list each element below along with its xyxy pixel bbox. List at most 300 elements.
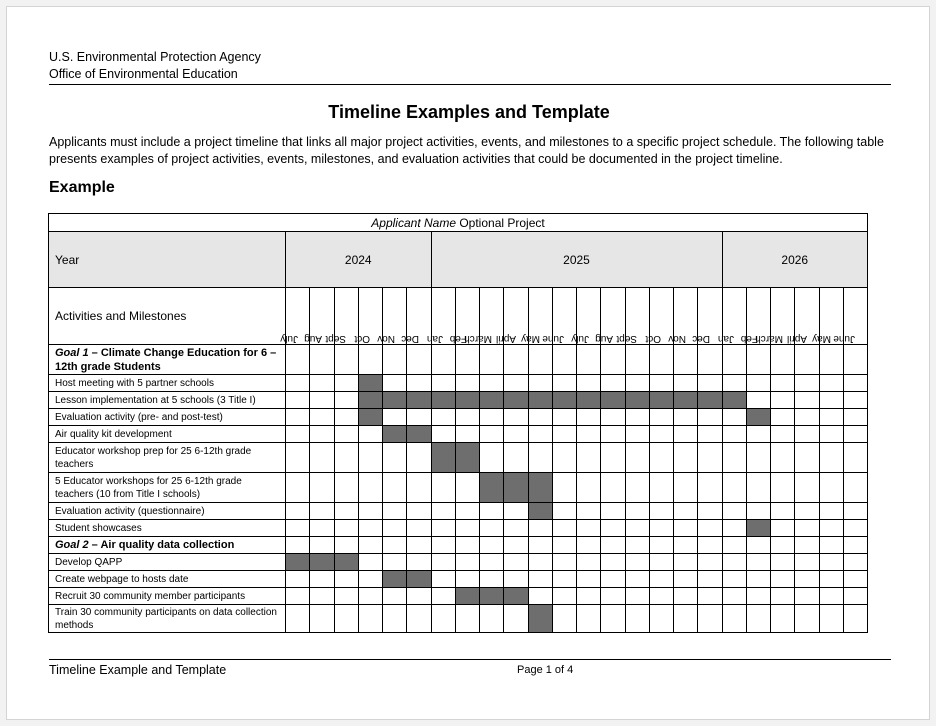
timeline-empty-cell <box>771 605 795 633</box>
timeline-empty-cell <box>625 503 649 520</box>
timeline-empty-cell <box>310 588 334 605</box>
timeline-empty-cell <box>795 503 819 520</box>
activity-row <box>49 571 868 588</box>
activity-row <box>49 520 868 537</box>
timeline-empty-cell <box>383 537 407 554</box>
activity-label: Create webpage to hosts date <box>49 571 286 588</box>
goal-label <box>49 537 286 554</box>
timeline-empty-cell <box>771 588 795 605</box>
timeline-empty-cell <box>722 537 746 554</box>
timeline-empty-cell <box>625 375 649 392</box>
timeline-empty-cell <box>577 605 601 633</box>
timeline-empty-cell <box>601 375 625 392</box>
timeline-empty-cell <box>577 503 601 520</box>
timeline-empty-cell <box>819 426 843 443</box>
timeline-empty-cell <box>795 443 819 473</box>
timeline-bar-cell <box>334 554 358 571</box>
timeline-empty-cell <box>577 588 601 605</box>
timeline-bar-cell <box>746 520 770 537</box>
timeline-bar-cell <box>528 473 552 503</box>
month-header: Dec <box>407 288 431 345</box>
timeline-empty-cell <box>698 503 722 520</box>
timeline-empty-cell <box>843 571 867 588</box>
timeline-empty-cell <box>601 443 625 473</box>
goal-title: – Climate Change Education for 6 – 12th grade Students <box>55 346 277 373</box>
timeline-empty-cell <box>746 537 770 554</box>
timeline-empty-cell <box>286 571 310 588</box>
month-header: Sept <box>625 288 649 345</box>
timeline-empty-cell <box>528 588 552 605</box>
timeline-bar-cell <box>407 426 431 443</box>
timeline-empty-cell <box>746 588 770 605</box>
month-header: Aug <box>601 288 625 345</box>
timeline-empty-cell <box>795 537 819 554</box>
document-page <box>6 6 930 720</box>
footer-title: Timeline Example and Template <box>49 663 227 677</box>
timeline-empty-cell <box>286 503 310 520</box>
intro-paragraph: Applicants must include a project timeline that links all major project activities, events, and milestones to a specific project schedule. The following table presents examples of project activities, events, milestones, and evaluation activities that could be documented in the project timeline. <box>49 135 884 166</box>
timeline-bar-cell <box>286 554 310 571</box>
timeline-empty-cell <box>552 571 576 588</box>
timeline-empty-cell <box>771 345 795 375</box>
timeline-empty-cell <box>819 345 843 375</box>
year-2025: 2025 <box>431 232 722 288</box>
month-header: Feb <box>455 288 479 345</box>
timeline-empty-cell <box>504 554 528 571</box>
timeline-empty-cell <box>819 588 843 605</box>
timeline-empty-cell <box>455 409 479 426</box>
activity-row <box>49 473 868 503</box>
timeline-empty-cell <box>480 605 504 633</box>
month-header: Nov <box>674 288 698 345</box>
timeline-empty-cell <box>674 375 698 392</box>
timeline-empty-cell <box>310 571 334 588</box>
timeline-empty-cell <box>528 537 552 554</box>
timeline-empty-cell <box>455 375 479 392</box>
timeline-empty-cell <box>698 426 722 443</box>
timeline-empty-cell <box>843 588 867 605</box>
timeline-empty-cell <box>746 426 770 443</box>
timeline-empty-cell <box>383 375 407 392</box>
timeline-empty-cell <box>746 605 770 633</box>
timeline-empty-cell <box>625 426 649 443</box>
month-row <box>49 288 868 345</box>
month-header: Jan <box>722 288 746 345</box>
month-header: March <box>771 288 795 345</box>
timeline-empty-cell <box>480 520 504 537</box>
timeline-bar-cell <box>504 392 528 409</box>
timeline-empty-cell <box>480 375 504 392</box>
timeline-empty-cell <box>455 537 479 554</box>
page-title: Timeline Examples and Template <box>328 102 610 122</box>
timeline-empty-cell <box>649 473 673 503</box>
timeline-bar-cell <box>480 392 504 409</box>
timeline-empty-cell <box>407 537 431 554</box>
timeline-empty-cell <box>843 473 867 503</box>
timeline-bar-cell <box>310 554 334 571</box>
goal-number: Goal 1 <box>55 346 89 359</box>
timeline-empty-cell <box>649 588 673 605</box>
month-header: March <box>480 288 504 345</box>
timeline-empty-cell <box>552 537 576 554</box>
timeline-empty-cell <box>625 345 649 375</box>
timeline-empty-cell <box>625 520 649 537</box>
timeline-empty-cell <box>383 443 407 473</box>
timeline-empty-cell <box>552 588 576 605</box>
timeline-empty-cell <box>819 605 843 633</box>
timeline-empty-cell <box>480 571 504 588</box>
timeline-empty-cell <box>286 537 310 554</box>
timeline-empty-cell <box>310 503 334 520</box>
timeline-empty-cell <box>334 588 358 605</box>
timeline-empty-cell <box>649 426 673 443</box>
timeline-empty-cell <box>746 375 770 392</box>
timeline-bar-cell <box>455 443 479 473</box>
timeline-empty-cell <box>649 345 673 375</box>
timeline-empty-cell <box>625 409 649 426</box>
timeline-empty-cell <box>843 443 867 473</box>
timeline-empty-cell <box>819 503 843 520</box>
timeline-empty-cell <box>431 571 455 588</box>
timeline-empty-cell <box>358 554 382 571</box>
timeline-empty-cell <box>504 375 528 392</box>
timeline-empty-cell <box>746 473 770 503</box>
timeline-bar-cell <box>552 392 576 409</box>
timeline-empty-cell <box>431 554 455 571</box>
timeline-empty-cell <box>795 605 819 633</box>
timeline-empty-cell <box>577 520 601 537</box>
timeline-empty-cell <box>334 443 358 473</box>
timeline-empty-cell <box>358 473 382 503</box>
timeline-empty-cell <box>625 605 649 633</box>
timeline-empty-cell <box>722 375 746 392</box>
month-header: Sept <box>334 288 358 345</box>
timeline-empty-cell <box>358 571 382 588</box>
timeline-empty-cell <box>334 473 358 503</box>
timeline-empty-cell <box>552 605 576 633</box>
timeline-empty-cell <box>286 409 310 426</box>
timeline-empty-cell <box>383 554 407 571</box>
timeline-empty-cell <box>286 588 310 605</box>
month-header: Jan <box>431 288 455 345</box>
timeline-empty-cell <box>504 520 528 537</box>
timeline-empty-cell <box>746 554 770 571</box>
timeline-bar-cell <box>480 473 504 503</box>
timeline-empty-cell <box>795 345 819 375</box>
timeline-empty-cell <box>795 375 819 392</box>
timeline-empty-cell <box>601 520 625 537</box>
timeline-empty-cell <box>504 571 528 588</box>
timeline-empty-cell <box>310 520 334 537</box>
timeline-bar-cell <box>407 392 431 409</box>
timeline-empty-cell <box>577 375 601 392</box>
timeline-empty-cell <box>674 520 698 537</box>
timeline-empty-cell <box>455 520 479 537</box>
timeline-empty-cell <box>358 588 382 605</box>
timeline-bar-cell <box>358 375 382 392</box>
timeline-empty-cell <box>698 443 722 473</box>
timeline-empty-cell <box>480 503 504 520</box>
timeline-empty-cell <box>528 409 552 426</box>
timeline-empty-cell <box>358 520 382 537</box>
month-header: Nov <box>383 288 407 345</box>
timeline-bar-cell <box>746 409 770 426</box>
timeline-bar-cell <box>383 571 407 588</box>
timeline-empty-cell <box>504 426 528 443</box>
timeline-empty-cell <box>698 605 722 633</box>
timeline-empty-cell <box>795 409 819 426</box>
timeline-empty-cell <box>843 520 867 537</box>
timeline-empty-cell <box>843 605 867 633</box>
activity-label: Lesson implementation at 5 schools (3 Title I) <box>49 392 286 409</box>
timeline-empty-cell <box>407 503 431 520</box>
timeline-empty-cell <box>795 588 819 605</box>
activity-label: 5 Educator workshops for 25 6-12th grade teachers (10 from Title I schools) <box>49 473 286 503</box>
timeline-empty-cell <box>771 554 795 571</box>
timeline-empty-cell <box>625 554 649 571</box>
timeline-empty-cell <box>771 503 795 520</box>
timeline-empty-cell <box>407 345 431 375</box>
timeline-empty-cell <box>674 554 698 571</box>
timeline-empty-cell <box>334 345 358 375</box>
activity-label: Air quality kit development <box>49 426 286 443</box>
timeline-empty-cell <box>431 375 455 392</box>
timeline-empty-cell <box>310 409 334 426</box>
timeline-empty-cell <box>431 426 455 443</box>
timeline-empty-cell <box>577 345 601 375</box>
timeline-empty-cell <box>577 409 601 426</box>
activity-label: Educator workshop prep for 25 6-12th grade teachers <box>49 443 286 473</box>
timeline-bar-cell <box>674 392 698 409</box>
timeline-bar-cell <box>577 392 601 409</box>
activity-label: Student showcases <box>49 520 286 537</box>
timeline-empty-cell <box>383 345 407 375</box>
timeline-empty-cell <box>819 473 843 503</box>
month-header: July <box>286 288 310 345</box>
timeline-empty-cell <box>528 571 552 588</box>
timeline-empty-cell <box>552 473 576 503</box>
month-header: May <box>528 288 552 345</box>
timeline-empty-cell <box>358 503 382 520</box>
activity-row <box>49 605 868 633</box>
goal-label <box>49 345 286 375</box>
timeline-empty-cell <box>455 503 479 520</box>
timeline-empty-cell <box>286 473 310 503</box>
timeline-empty-cell <box>698 375 722 392</box>
timeline-empty-cell <box>407 473 431 503</box>
timeline-empty-cell <box>819 443 843 473</box>
month-header: May <box>819 288 843 345</box>
timeline-empty-cell <box>528 554 552 571</box>
timeline-empty-cell <box>286 520 310 537</box>
timeline-bar-cell <box>358 392 382 409</box>
timeline-empty-cell <box>455 345 479 375</box>
timeline-empty-cell <box>528 345 552 375</box>
activity-row <box>49 588 868 605</box>
timeline-empty-cell <box>601 345 625 375</box>
timeline-empty-cell <box>358 426 382 443</box>
timeline-empty-cell <box>504 605 528 633</box>
timeline-empty-cell <box>552 554 576 571</box>
footer-rule <box>49 659 891 660</box>
timeline-empty-cell <box>383 520 407 537</box>
goal-number: Goal 2 <box>55 539 89 551</box>
month-header: Dec <box>698 288 722 345</box>
activity-label: Develop QAPP <box>49 554 286 571</box>
timeline-empty-cell <box>722 426 746 443</box>
month-header: July <box>577 288 601 345</box>
timeline-empty-cell <box>577 473 601 503</box>
timeline-empty-cell <box>480 409 504 426</box>
timeline-empty-cell <box>843 345 867 375</box>
timeline-empty-cell <box>819 554 843 571</box>
timeline-empty-cell <box>286 345 310 375</box>
timeline-bar-cell <box>455 392 479 409</box>
timeline-empty-cell <box>698 520 722 537</box>
timeline-bar-cell <box>528 605 552 633</box>
timeline-empty-cell <box>431 537 455 554</box>
timeline-empty-cell <box>674 588 698 605</box>
timeline-bar-cell <box>383 392 407 409</box>
timeline-table <box>48 213 868 633</box>
timeline-empty-cell <box>649 443 673 473</box>
timeline-empty-cell <box>455 426 479 443</box>
year-label: Year <box>49 232 286 288</box>
timeline-empty-cell <box>674 345 698 375</box>
timeline-empty-cell <box>771 392 795 409</box>
timeline-empty-cell <box>601 426 625 443</box>
timeline-empty-cell <box>746 392 770 409</box>
timeline-empty-cell <box>310 473 334 503</box>
timeline-empty-cell <box>552 443 576 473</box>
caption-project: Optional Project <box>456 215 545 230</box>
timeline-empty-cell <box>674 409 698 426</box>
timeline-empty-cell <box>504 345 528 375</box>
timeline-empty-cell <box>746 571 770 588</box>
table-caption <box>49 214 868 232</box>
month-header: June <box>552 288 576 345</box>
timeline-empty-cell <box>528 426 552 443</box>
timeline-empty-cell <box>722 503 746 520</box>
timeline-empty-cell <box>407 375 431 392</box>
timeline-empty-cell <box>625 443 649 473</box>
timeline-empty-cell <box>649 503 673 520</box>
timeline-empty-cell <box>722 588 746 605</box>
timeline-empty-cell <box>552 520 576 537</box>
timeline-empty-cell <box>334 605 358 633</box>
timeline-empty-cell <box>698 571 722 588</box>
timeline-empty-cell <box>334 375 358 392</box>
year-row <box>49 232 868 288</box>
timeline-empty-cell <box>431 473 455 503</box>
timeline-bar-cell <box>431 392 455 409</box>
timeline-empty-cell <box>480 345 504 375</box>
timeline-empty-cell <box>819 537 843 554</box>
timeline-empty-cell <box>771 426 795 443</box>
month-header: Aug <box>310 288 334 345</box>
timeline-empty-cell <box>674 473 698 503</box>
activity-row <box>49 554 868 571</box>
timeline-empty-cell <box>698 409 722 426</box>
timeline-empty-cell <box>819 375 843 392</box>
timeline-empty-cell <box>649 375 673 392</box>
timeline-empty-cell <box>455 571 479 588</box>
timeline-empty-cell <box>334 503 358 520</box>
timeline-empty-cell <box>407 605 431 633</box>
timeline-empty-cell <box>843 503 867 520</box>
timeline-empty-cell <box>843 554 867 571</box>
activities-header: Activities and Milestones <box>49 288 286 345</box>
timeline-empty-cell <box>601 503 625 520</box>
timeline-empty-cell <box>722 520 746 537</box>
month-header: Feb <box>746 288 770 345</box>
timeline-empty-cell <box>674 537 698 554</box>
timeline-empty-cell <box>383 588 407 605</box>
timeline-empty-cell <box>504 409 528 426</box>
timeline-bar-cell <box>480 588 504 605</box>
timeline-empty-cell <box>771 520 795 537</box>
timeline-empty-cell <box>625 571 649 588</box>
timeline-empty-cell <box>383 473 407 503</box>
section-heading: Example <box>49 179 115 196</box>
timeline-empty-cell <box>771 409 795 426</box>
month-header: April <box>795 288 819 345</box>
timeline-bar-cell <box>601 392 625 409</box>
activity-label: Recruit 30 community member participants <box>49 588 286 605</box>
timeline-empty-cell <box>577 426 601 443</box>
timeline-empty-cell <box>480 443 504 473</box>
timeline-empty-cell <box>649 409 673 426</box>
page-number: Page 1 of 4 <box>517 664 574 676</box>
timeline-empty-cell <box>601 605 625 633</box>
goal-row <box>49 537 868 554</box>
timeline-empty-cell <box>504 503 528 520</box>
timeline-empty-cell <box>383 503 407 520</box>
timeline-bar-cell <box>383 426 407 443</box>
timeline-empty-cell <box>310 537 334 554</box>
timeline-empty-cell <box>771 571 795 588</box>
timeline-empty-cell <box>455 605 479 633</box>
timeline-empty-cell <box>674 443 698 473</box>
timeline-empty-cell <box>674 605 698 633</box>
timeline-empty-cell <box>577 571 601 588</box>
timeline-empty-cell <box>480 554 504 571</box>
timeline-empty-cell <box>843 375 867 392</box>
timeline-empty-cell <box>431 520 455 537</box>
timeline-empty-cell <box>455 473 479 503</box>
timeline-empty-cell <box>407 443 431 473</box>
timeline-empty-cell <box>310 443 334 473</box>
timeline-bar-cell <box>431 443 455 473</box>
timeline-empty-cell <box>649 605 673 633</box>
timeline-empty-cell <box>601 571 625 588</box>
timeline-empty-cell <box>698 473 722 503</box>
activity-row <box>49 392 868 409</box>
timeline-empty-cell <box>407 554 431 571</box>
timeline-bar-cell <box>649 392 673 409</box>
timeline-empty-cell <box>431 409 455 426</box>
timeline-empty-cell <box>286 443 310 473</box>
timeline-empty-cell <box>795 473 819 503</box>
timeline-empty-cell <box>358 345 382 375</box>
month-header: Oct <box>649 288 673 345</box>
timeline-bar-cell <box>528 503 552 520</box>
month-header: June <box>843 288 867 345</box>
timeline-empty-cell <box>625 588 649 605</box>
year-2024: 2024 <box>286 232 432 288</box>
timeline-bar-cell <box>698 392 722 409</box>
timeline-empty-cell <box>819 520 843 537</box>
